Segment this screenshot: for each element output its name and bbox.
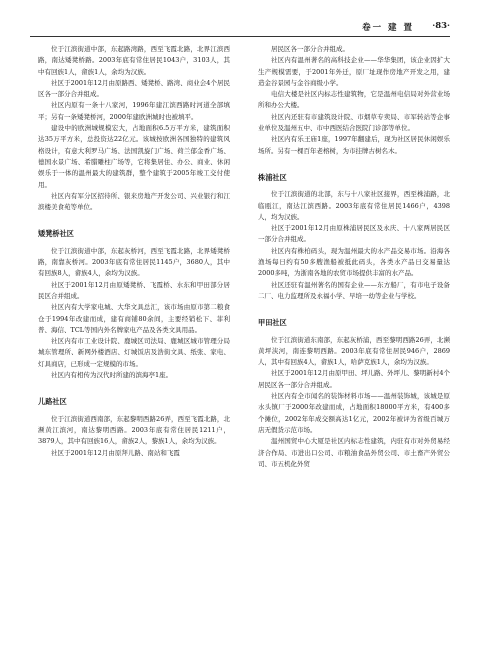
page-header	[30, 20, 450, 37]
paragraph: 建设中的欧洲城规模宏大，占地面积6.5万平方米，建筑面积达35万平方米，总投资达22亿元。该城按欧洲各国独特的建筑风格设计，有意大利罗马广场、法国凯旋门广场、荷兰郁金香广场、德国水景广场、希腊雕柱广场等，它将集居住、办公、商业、休闲娱乐于一体的温州最大的建筑群，整个建筑于2005年竣工交付使用。	[38, 124, 230, 189]
paragraph: 电信大楼是社区内标志性建筑物，它是温州电信局对外营业场所和办公大楼。	[258, 90, 450, 110]
paragraph: 社区内原有一条十八家河，1996年建江滨西路时河道全部填平；另有一条矮凳桥河，2000年建欧洲城时也被填平。	[38, 101, 230, 121]
section-heading: 甲田社区	[258, 318, 287, 328]
paragraph: 社区内有相传为汉代时所建的滨海亭1座。	[51, 371, 173, 380]
paragraph: 社区内有乐王庙1座，1997年翻建后，现为社区居民休闲娱乐场所。另有一棵百年老榕树，为市挂牌古树名木。	[258, 135, 450, 155]
paragraph: 社区内有全市闻名的装饰材料市场——温州装饰城，该城是原水头镇厂于2000年改建而成，占地面积18000平方米，有400多个摊位，2002年年成交额高达1亿元，2002年被评为省级百城万店无假货示范市场。	[258, 392, 450, 434]
paragraph: 居民区各一部分合并组成。	[271, 45, 349, 53]
paragraph: 位于江滨街道东南部，东起灰桥浦，西至黎明西路26弄，北濒黄坪浃河，南连黎明西路。2003年底有常住居民946户，2869人，其中有回族4人，畲族1人，哈萨克族1人，余均为汉族。	[258, 335, 450, 367]
paragraph: 社区内有军分区招待所、银来房地产开发公司、兴业银行和江滨楼美食苑等单位。	[38, 191, 230, 212]
paragraph: 位于江滨街道中部，东起灰桥河，西至飞霞北路，北界矮凳桥路，南靠灰桥河。2003年底有常住居民1145户，3680人，其中有回族8人，畲族4人，余均为汉族。	[38, 246, 230, 278]
paragraph: 位于江滨街道西南部，东起黎明西路26弄，西至飞霞北路，北濒黄江滨河，南达黎明西路。2003年底有常住居民1211户，3879人，其中有回族16人，畲族2人，黎族1人，余均为汉族。	[38, 414, 230, 446]
paragraph: 社区内有大学家电城、大华文具总汇，该市场由原市第二粮食仓于1994年改建而成，建有商铺80余间，主要经销松下、菲利普、海信、TCL等国内外名牌家电产品及各类文具用品。	[38, 303, 230, 334]
paragraph: 温州国贸中心大厦是社区内标志性建筑，内驻有市对外贸易经济合作局、市进出口公司、市粮油食品外贸公司、市土畜产外贸公司、市五机化外贸	[258, 437, 450, 468]
paragraph: 社区于2001年12月由原路西、矮凳桥、路湾、商业会4个居民区各一部分合并组成。	[38, 78, 230, 99]
paragraph: 位于江滨街道的北部，东与十八家社区接界，西至株浦路，北临瓯江，南达江滨西路。2003年底有常住居民1466户，4398人，均为汉族。	[258, 190, 450, 221]
page-number: ·83·	[432, 21, 450, 31]
section-heading: 株浦社区	[258, 172, 287, 182]
paragraph: 位于江滨街道中部，东起路湾路，西至飞霞北路，北界江滨西路，南达矮凳桥路。2003年底有常住居民1043户，3103人，其中有回族1人，畲族1人，余均为汉族。	[38, 45, 230, 76]
paragraph: 社区内还驻有市建筑设计院、市烟草专卖局、市军转站等企事业单位及温州五中、市中西医结合医院门诊部等单位。	[258, 112, 450, 133]
right-column	[258, 44, 450, 470]
paragraph: 社区内有市工业设计院、鹿城区司法局、鹿城区城市管理分局城东管理所、新网外楼酒店、灯城饭店及浩街文具、纸张、家电、灯具商店，已形成一定规模的市场。	[38, 337, 230, 368]
paragraph: 社区内有株柏码头，现为温州最大的水产品交易市场。沿海各渔场每日约有50多艘渔船被抵此码头，各类水产品日交易量达2000多吨，为浙南各地的农贸市场提供丰富的水产品。	[258, 246, 450, 278]
left-column	[38, 44, 230, 459]
paragraph: 社区还驻有温州著名的国有企业——东方船厂，有市电子设备二厂、电力监理所及永福小学、早培一幼等企业与学校。	[258, 280, 450, 300]
section-heading: 矮凳桥社区	[38, 229, 74, 239]
paragraph: 社区于2001年12月由原矮凳桥、飞霞桥、水东和甲田部分居民区合并组成。	[38, 280, 230, 300]
paragraph: 社区内有温州著名的高科技企业——华华集团，该企业因扩大生产规模需要，于2001年外迁，原厂址现作房地产开发之用，建造金谷景园与金谷商级小学。	[258, 56, 450, 87]
paragraph: 社区于2001年12月由原拜儿路、南站和飞霞	[51, 448, 180, 457]
paragraph: 社区于2001年12月由原甲田、坪儿路、外坪儿、黎明新村4个居民区各一部分合并组成。	[258, 369, 450, 389]
paragraph: 社区于2001年12月由原株浦居民区及永庆、十八家两居民区一部分合并组成。	[258, 224, 450, 244]
section-heading: 儿路社区	[38, 397, 67, 407]
running-title: 卷一 建 置	[362, 23, 414, 33]
